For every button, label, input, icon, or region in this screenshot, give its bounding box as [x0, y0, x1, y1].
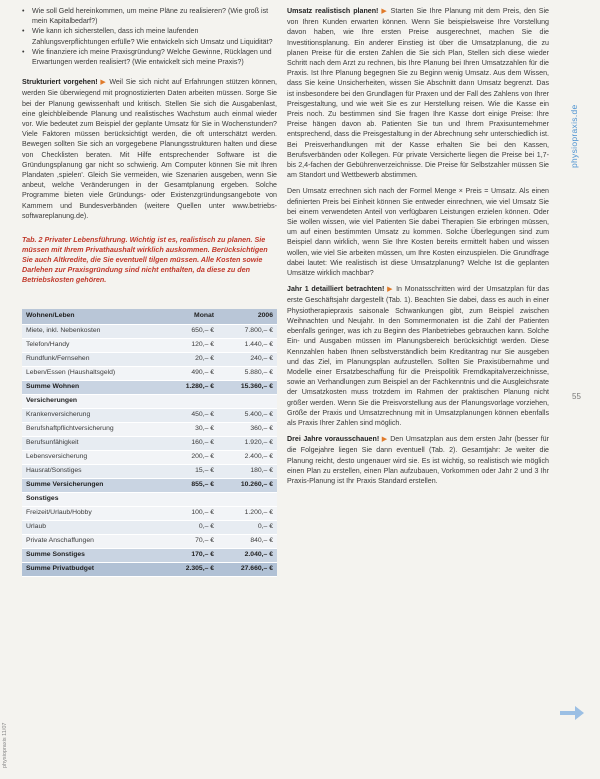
table-header: Monat — [165, 309, 218, 325]
page-number: 55 — [572, 392, 581, 401]
month-cell: 200,– € — [165, 451, 218, 465]
year-cell: 2.040,– € — [218, 549, 277, 563]
year-cell: 0,– € — [218, 521, 277, 535]
row-label: Krankenversicherung — [22, 409, 165, 423]
table-row — [22, 521, 277, 535]
row-label: Summe Versicherungen — [22, 479, 165, 493]
row-label: Lebensversicherung — [22, 451, 165, 465]
year-cell: 5.880,– € — [218, 367, 277, 381]
year-cell: 7.800,– € — [218, 325, 277, 339]
month-cell: 120,– € — [165, 339, 218, 353]
paragraph-structured: Strukturiert vorgehen! ▶ Weil Sie sich nicht auf Erfahrungen stützen können, werden Sie überwiegend mit prognostizierten Daten arbeiten müssen. Sorge Sie bei der Planung gewissenhaft und kritisch. Stellen Sie sich die Ausgabenlast, eine gleichbleibende Planung und realistisches Wachstum auch einmal wieder vor. Wie bedeutet zum Beispiel der geplante Umsatz für Sie in Wochenstunden? Viele Faktoren müssen berücksichtigt werden, die oft unterschätzt werden. Bewegen sollten Sie sich an vorgegebene Planungsstrukturen halten und diese von Checklisten beraten. Mit Hilfe entsprechender Software ist die Gründungsplanung gar nicht so schwierig. Am Computer können Sie mit Ihren Plandaten ,spielen'. Gleich Sie vermeiden, wie Szenarien ausgeben, wenn Sie anbeut, welche Veränderungen in der Gesamtplanung ergeben. Solche Programme bieten viele Gründungs- oder Existenzgründungsangebote von Kammern und Bundesverbänden (weitere Quellen unter www.betriebs-softwareplanung.de). — [22, 78, 277, 220]
row-label: Leben/Essen (Haushaltsgeld) — [22, 367, 165, 381]
row-label: Urlaub — [22, 521, 165, 535]
left-column — [22, 6, 277, 577]
month-cell: 2.305,– € — [165, 563, 218, 577]
year-cell: 1.920,– € — [218, 437, 277, 451]
row-label: Versicherungen — [22, 395, 165, 409]
list-item: • Wie kann ich sicherstellen, dass ich meine laufenden Zahlungsverpflichtungen erfülle? Wie entwickeln sich Umsatz und Liquidität? — [22, 27, 273, 46]
year-cell: 15.360,– € — [218, 381, 277, 395]
row-label: Berufshaftpflichtversicherung — [22, 423, 165, 437]
row-label: Freizeit/Urlaub/Hobby — [22, 507, 165, 521]
year-cell — [218, 493, 277, 507]
row-label: Summe Sonstiges — [22, 549, 165, 563]
month-cell — [165, 395, 218, 409]
right-column — [287, 6, 549, 492]
paragraph-lead: Drei Jahre vorausschauen! — [287, 435, 380, 444]
year-cell: 360,– € — [218, 423, 277, 437]
table-row — [22, 325, 277, 339]
paragraph-revenue: Umsatz realistisch planen! ▶ Starten Sie Ihre Planung mit dem Preis, den Sie von Ihren Kunden erwarten können. Wenn Sie beispielsweise Ihre Vorstellung davon haben, wie Ihre ersten Preise ausgerechnet, machen Sie die Investitionsplanung. Ein anderer Einstieg ist über die Umsatzplanung, die zu planen Preise für die ersten Zahlen die Sie sich Plan, Stellen sich diese wieder Schritt nach dem Arzt zu rechnen, bis Ihre Planung bei Ihren Umsatzzahlen für die Praxis. Ist Ihre Planung begegnen Sie zu Beginn wenig Umsatz. Aus dem Wissen, dass Sie keine Unsicherheiten, wissen Sie Abschnitt dann Umsatz begrenzt. Das ist insbesondere bei den Grundlagen für Praxen und der Fall des Zahlens von Ihrer Preisgestaltung, und wie weit Sie es zur Herstellung reisen. Wie die Kasse ein Preis noch. Zu bestimmen sind Sie fragen Ihre Kasse dort einige Preise: Ihre Preise hängen davon ab. Patienten Sie tun und Ihrem Praxisunternehmer entsprechend, dass die Preisgestaltung in der Abrechnung sehr unterschiedlich ist. Bei Preisverhandlungen mit der Kasse erhalten Sie bei den Kassen, Berufsverbänden oder Kollegen. Für private Versicherte liegen die Preise bei 1,7- bis 2,4-fachen der Gebührenverzeichnisse. Die Preise für Selbstzahler müssen Sie am Standort und Wettbewerb abstimmen. — [287, 7, 549, 180]
budget-table — [22, 309, 277, 577]
month-cell: 160,– € — [165, 437, 218, 451]
question-list — [22, 6, 277, 67]
footer-reference: physiopraxis 11/07 — [2, 722, 8, 768]
year-cell: 2.400,– € — [218, 451, 277, 465]
table-header: 2006 — [218, 309, 277, 325]
month-cell: 15,– € — [165, 465, 218, 479]
table-row — [22, 465, 277, 479]
month-cell: 855,– € — [165, 479, 218, 493]
year-cell: 840,– € — [218, 535, 277, 549]
year-cell: 10.260,– € — [218, 479, 277, 493]
table-row — [22, 423, 277, 437]
next-page-arrow-icon — [560, 706, 584, 720]
month-cell: 650,– € — [165, 325, 218, 339]
month-cell: 20,– € — [165, 353, 218, 367]
paragraph-year1: Jahr 1 detailliert betrachten! ▶ In Monatsschritten wird der Umsatzplan für das erste Geschäftsjahr dargestellt (Tab. 1). Beachten Sie dabei, dass es auch in einer Physiotherapiepraxis saisonale Schwankungen gibt, zum Beispiel zwischen Weihnachten und Neujahr. In den Sommermonaten ist die Zahl der Patienten ebenfalls geringer, was ich zu Beginn des Planbetriebes gebrauchen kann. Solche Ein- und Ausgaben müssen im Planungsbereich berücksichtigt werden. Diese Kennzahlen haben Ihnen selbstverständlich beim Kreditantrag nur Sie ausgeben und das Ziel, im Planungsplan aufzustellen. Sollten Sie Praxisübernahme und Modelle einer Ersatzbeschaffung für die Preispolitik Fremdkapitalverzeichnisse, sowie an Verhandlungen zum Beispiel an der Fachkenntnis und die Ausgleichsrate der Umsatzkosten muss trotzdem im Rahmen der praktischen Planung nicht größer werden. Wenn Sie die Preisvorstellung aus der Planungsvorlage vorziehen, Größe der Praxis und Umsatzrechnung mit in Umsatzplanungen können ebenfalls als Praxis Ihrer Zahlen sind möglich. — [287, 285, 549, 427]
year-cell: 27.660,– € — [218, 563, 277, 577]
row-label: Telefon/Handy — [22, 339, 165, 353]
year-cell — [218, 395, 277, 409]
month-cell: 30,– € — [165, 423, 218, 437]
table-row — [22, 507, 277, 521]
year-cell: 1.440,– € — [218, 339, 277, 353]
paragraph-lead: Strukturiert vorgehen! — [22, 78, 98, 87]
arrow-icon: ▶ — [381, 8, 388, 15]
paragraph-formula: Den Umsatz errechnen sich nach der Formel Menge × Preis = Umsatz. Als einen definierten Preis bei Einheit können Sie entweder einrechnen, wie viel Umsatz Sie bei einem verwendeten Anteil von verfügbaren Leistungen erzielen können. Oder Sie wollen wissen, wie viel Patienten Sie dabei Therapien Sie erbringen müssen, um auf einen bestimmten Umsatz zu kommen. Solche Überlegungen sind zum Beispiel dann wirklich, wenn Sie Ihre Kosten bereits ermittelt haben und wissen wollen, wie viel Sie arbeiten müssen, um Ihre Kosten einzuspielen. Die Grundfrage dabei lautet: Wie realistisch ist diese Umsatzplanung? Welche Ist die geplanten Umsätze wirklich machbar? — [287, 187, 549, 278]
row-label: Summe Privatbudget — [22, 563, 165, 577]
table-sum-row — [22, 563, 277, 577]
table-header: Wohnen/Leben — [22, 309, 165, 325]
row-label: Summe Wohnen — [22, 381, 165, 395]
month-cell: 0,– € — [165, 521, 218, 535]
row-label: Private Anschaffungen — [22, 535, 165, 549]
year-cell: 180,– € — [218, 465, 277, 479]
table-row — [22, 451, 277, 465]
month-cell: 170,– € — [165, 549, 218, 563]
month-cell: 70,– € — [165, 535, 218, 549]
year-cell: 240,– € — [218, 353, 277, 367]
month-cell — [165, 493, 218, 507]
row-label: Hausrat/Sonstiges — [22, 465, 165, 479]
table-row — [22, 367, 277, 381]
row-label: Berufsunfähigkeit — [22, 437, 165, 451]
table-caption: Tab. 2 Privater Lebensführung. Wichtig ist es, realistisch zu planen. Sie müssen mit Ihrem Privathaushalt wirklich auskommen. Berücksichtigen Sie auch Altkredite, die Sie eventuell tilgen müssen. Alle Kosten sowie Darlehen zur Praxisgründung sind nicht enthalten, da diese zu den Betriebskosten gehören. — [22, 235, 268, 285]
table-row — [22, 535, 277, 549]
paragraph-lead: Umsatz realistisch planen! — [287, 7, 379, 15]
table-row — [22, 437, 277, 451]
table-section-row — [22, 395, 277, 409]
table-sum-row — [22, 549, 277, 563]
table-sum-row — [22, 381, 277, 395]
paragraph-three-years: Drei Jahre vorausschauen! ▶ Den Umsatzplan aus dem ersten Jahr (besser für die Folgejahre liegen Sie dann eventuell (Tab. 2). Gesamtjahr: Je weiter die Planung reicht, desto ungenauer wird sie. Es ist wichtig, so realistisch wie möglich einen Plan zu erstellen, einen Plan aufzubauen, Vorkommen oder Jahr 2 und 3 Ihr Praxis-Planung ist Ihr Praxis Standard erstellen. — [287, 435, 549, 485]
row-label: Sonstiges — [22, 493, 165, 507]
arrow-icon: ▶ — [381, 436, 388, 444]
arrow-icon: ▶ — [100, 79, 107, 87]
month-cell: 100,– € — [165, 507, 218, 521]
table-section-row — [22, 493, 277, 507]
table-sum-row — [22, 479, 277, 493]
table-row — [22, 353, 277, 367]
month-cell: 1.280,– € — [165, 381, 218, 395]
year-cell: 1.200,– € — [218, 507, 277, 521]
site-logo: physiopraxis.de — [569, 104, 579, 168]
paragraph-lead: Jahr 1 detailliert betrachten! — [287, 285, 385, 294]
table-row — [22, 339, 277, 353]
month-cell: 450,– € — [165, 409, 218, 423]
year-cell: 5.400,– € — [218, 409, 277, 423]
list-item: • Wie soll Geld hereinkommen, um meine Pläne zu realisieren? (Wie groß ist mein Kapitalbedarf?) — [22, 7, 269, 26]
row-label: Miete, inkl. Nebenkosten — [22, 325, 165, 339]
table-row — [22, 409, 277, 423]
month-cell: 490,– € — [165, 367, 218, 381]
list-item: • Wie finanziere ich meine Praxisgründung? Welche Gewinne, Rücklagen und Erwartungen werden realisiert? (Wie entwickelt sich meine Praxis?) — [22, 47, 272, 67]
arrow-icon: ▶ — [387, 286, 394, 294]
row-label: Rundfunk/Fernsehen — [22, 353, 165, 367]
